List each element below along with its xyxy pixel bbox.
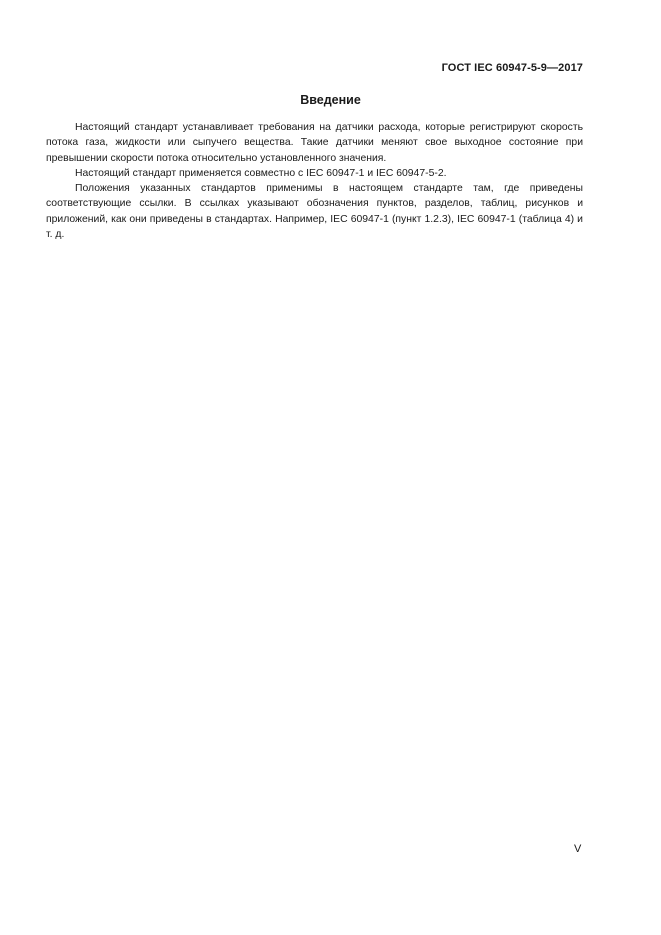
paragraph-references: Положения указанных стандартов применимы в настоящем стандарте там, где приведены соответствующие ссылки. В ссылках указывают обозначения пунктов, разделов, таблиц, рисунков и приложений, как они приведены в стандартах. Например, IEC 60947-1 (пункт 1.2.3), IEC 60947-1 (таблица 4) и т. д.	[46, 183, 583, 241]
paragraph-application: Настоящий стандарт применяется совместно с IEC 60947-1 и IEC 60947-5-2.	[75, 167, 447, 179]
section-title: Введение	[300, 93, 361, 107]
document-code-header: ГОСТ IEC 60947-5-9—2017	[441, 62, 583, 74]
page-number: V	[574, 843, 582, 855]
paragraph-scope: Настоящий стандарт устанавливает требования на датчики расхода, которые регистрируют скорость потока газа, жидкости или сыпучего вещества. Такие датчики меняют свое выходное состояние при превышении скорости потока относительно установленного значения.	[46, 122, 583, 164]
introduction-body	[46, 120, 583, 242]
